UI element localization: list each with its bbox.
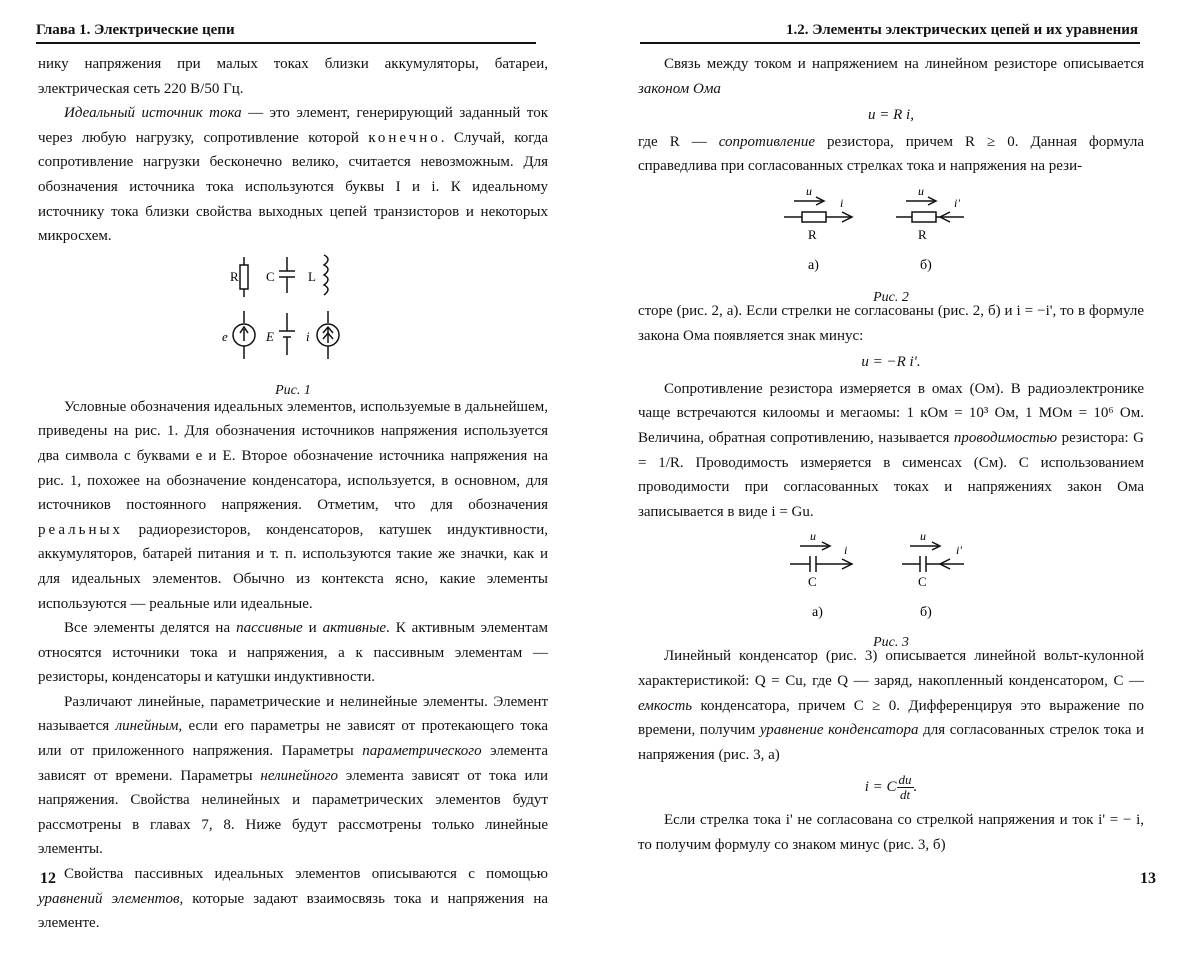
figure-2-caption: Рис. 2 — [873, 289, 909, 305]
formula-ohms-law: u = R i, — [868, 107, 914, 124]
fig1-label-E: E — [266, 328, 274, 344]
fig3b-label-u: u — [920, 529, 926, 544]
left-paragraph-6: Свойства пассивных идеальных элементов описываются с помощью уравнений элементов, которые задают взаимосвязь тока и напряжения на элементе. — [38, 866, 549, 932]
dc-source-symbol — [279, 313, 295, 355]
inductor-symbol — [324, 255, 328, 295]
left-text-column — [38, 52, 548, 936]
current-source-symbol — [317, 311, 339, 359]
fig2b-label-R: R — [918, 226, 927, 242]
left-paragraph-2: Идеальный источник тока — это элемент, генерирующий заданный ток через любую нагрузку, сопротивление которой конечно. Случай, когда сопротивление нагрузки бесконечно велико, считается невозможным. Для обозначения источника тока используются буквы I и i. К идеальному источнику тока близки свойства выходных цепей транзисторов и некоторых микросхем. — [38, 105, 548, 245]
right-text-column — [638, 52, 1144, 857]
left-paragraph-4: Все элементы делятся на пассивные и активные. К активным элементам относятся источники тока и напряжения, а к пассивным элементам — резисторы, конденсаторы и катушки индуктивности. — [38, 620, 549, 686]
left-paragraph-3: Условные обозначения идеальных элементов, используемые в дальнейшем, приведены на рис. 1. Для обозначения источников напряжения используется два символа с буквами e и E. Второе обозначение источника напряжения на рис. 1, похожее на обозначение конденсатора, используется, в основном, для источников постоянного напряжения. Отметим, что для обозначения реальных радиорезисторов, конденсаторов, катушек индуктивности, аккумуляторов, батарей питания и т. п. используются такие же значки, как и для идеальных элементов. Обычно из контекста ясно, какие элементы используются — реальные или идеальные. — [38, 398, 548, 612]
fig3-label-a: а) — [812, 605, 823, 621]
right-page — [600, 0, 1200, 960]
left-running-header: Глава 1. Электрические цепи — [36, 22, 235, 38]
right-paragraph-2: где R — сопротивление резистора, причем R ≥ 0. Данная формула справедлива при согласованных стрелках тока и напряжения на рези- — [638, 133, 1144, 175]
term-ideal-current-source: Идеальный источник тока — [64, 105, 242, 122]
right-paragraph-1: Связь между током и напряжением на линейном резисторе описывается законом Ома — [638, 56, 1144, 97]
right-paragraph-5: Линейный конденсатор (рис. 3) описывается линейной вольт-кулонной характеристикой: Q = Cu, где Q — заряд, накопленный конденсатором, C — емкость конденсатора, причем C ≥ 0. Дифференцируя это выражение по времени, получим уравнение конденсатора для согласованных стрелок тока и напряжения (рис. 3, а) — [638, 648, 1145, 763]
fig3a-capacitor — [790, 542, 852, 572]
figure-1-symbols — [38, 249, 548, 371]
figure-3-caption: Рис. 3 — [873, 634, 909, 650]
fig3a-label-u: u — [810, 529, 816, 544]
resistor-symbol — [240, 257, 248, 297]
formula-ohms-law-negative: u = −R i'. — [861, 354, 921, 371]
fig3-label-b: б) — [920, 605, 932, 621]
fig1-label-R: R — [230, 268, 239, 284]
fig3b-label-i-prime: i' — [956, 543, 962, 558]
left-header-rule — [36, 42, 536, 44]
fig1-label-C: C — [266, 268, 275, 284]
figure-1-caption: Рис. 1 — [275, 383, 311, 399]
left-paragraph-5: Различают линейные, параметрические и нелинейные элементы. Элемент называется линейным, если его параметры не зависят от протекающего тока или от приложенного напряжения. Параметры параметрического элемента зависят от времени. Параметры нелинейного элемента зависят от тока или напряжения. Свойства нелинейных и параметрических элементов будут рассмотрены в главах 7, 8. Ниже будут рассмотрены только линейные элементы. — [38, 693, 549, 858]
right-paragraph-4: Сопротивление резистора измеряется в омах (Ом). В радиоэлектронике чаще встречаются килоомы и мегаомы: 1 кОм = 10³ Ом, 1 МОм = 10⁶ Ом. Величина, обратная сопротивлению, называется проводимостью резистора: G = 1/R. Проводимость измеряется в сименсах (См). С использованием проводимости при согласованных токах и напряжениях закон Ома записывается в виде i = Gu. — [638, 380, 1145, 520]
right-page-number: 13 — [1140, 870, 1156, 887]
fig2-label-b: б) — [920, 257, 932, 273]
fig2b-label-u: u — [918, 183, 924, 198]
figure-3-diagrams — [638, 524, 1144, 622]
formula-capacitor: i = C $\frac{du}{dt}$ . — [864, 772, 918, 803]
fig3b-label-C: C — [918, 574, 927, 590]
fig3a-label-C: C — [808, 574, 817, 590]
figure-2-diagrams — [638, 179, 1144, 277]
left-paragraph-1: нику напряжения при малых токах близки аккумуляторы, батареи, электрическая сеть 220 В/50 Гц. — [38, 56, 548, 97]
figure-2 — [638, 179, 1144, 305]
right-paragraph-3: сторе (рис. 2, а). Если стрелки не согласованы (рис. 2, б) и i = −i', то в формуле закона Ома появляется знак минус: — [638, 302, 1144, 344]
figure-1 — [38, 249, 548, 399]
fig1-label-L: L — [308, 268, 316, 284]
fig2a-label-i: i — [840, 195, 844, 210]
left-page-number: 12 — [40, 870, 56, 887]
fig2b-label-i-prime: i' — [954, 195, 960, 210]
right-header-rule — [640, 42, 1140, 44]
fig1-label-e: e — [222, 328, 228, 344]
right-running-header: 1.2. Элементы электрических цепей и их уравнения — [785, 22, 1138, 38]
voltage-source-symbol — [233, 311, 255, 359]
fig1-label-i: i — [306, 328, 310, 344]
fig2a-label-u: u — [806, 183, 812, 198]
fig3a-label-i: i — [844, 543, 848, 558]
capacitor-symbol — [279, 257, 295, 293]
fig3b-capacitor — [902, 542, 964, 572]
right-paragraph-6: Если стрелка тока i' не согласована со стрелкой напряжения и ток i' = − i, то получим формулу со знаком минус (рис. 3, б) — [638, 812, 1144, 853]
fig2-label-a: а) — [808, 257, 819, 273]
figure-3 — [638, 524, 1144, 650]
fig2a-label-R: R — [808, 226, 817, 242]
